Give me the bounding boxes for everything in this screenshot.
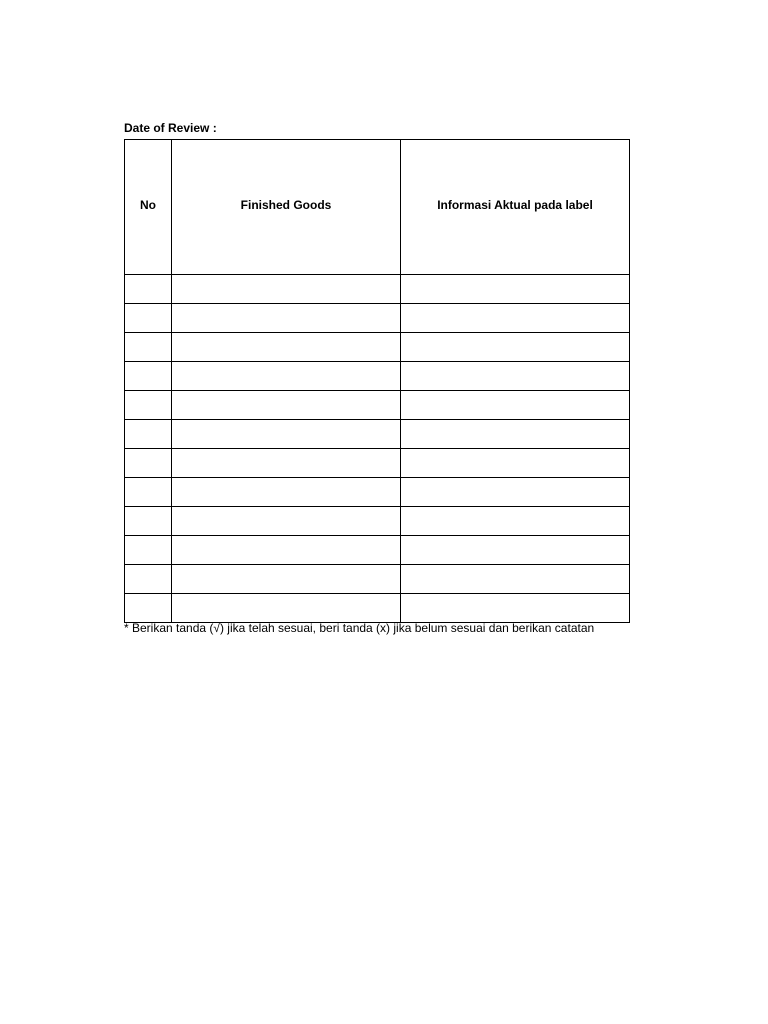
table-header-row <box>125 140 630 275</box>
table-row <box>125 391 630 420</box>
informasi-aktual-cell[interactable] <box>401 420 630 449</box>
informasi-aktual-cell[interactable] <box>401 565 630 594</box>
finished-goods-cell[interactable] <box>172 275 401 304</box>
informasi-aktual-cell[interactable] <box>401 304 630 333</box>
column-header-no: No <box>125 140 172 275</box>
no-cell[interactable] <box>125 449 172 478</box>
finished-goods-cell[interactable] <box>172 391 401 420</box>
informasi-aktual-cell[interactable] <box>401 391 630 420</box>
no-cell[interactable] <box>125 478 172 507</box>
finished-goods-cell[interactable] <box>172 507 401 536</box>
finished-goods-cell[interactable] <box>172 449 401 478</box>
table-row <box>125 304 630 333</box>
finished-goods-cell[interactable] <box>172 304 401 333</box>
column-header-informasi-aktual: Informasi Aktual pada label <box>401 140 630 275</box>
review-table <box>124 139 630 623</box>
no-cell[interactable] <box>125 536 172 565</box>
informasi-aktual-cell[interactable] <box>401 449 630 478</box>
informasi-aktual-cell[interactable] <box>401 536 630 565</box>
finished-goods-cell[interactable] <box>172 478 401 507</box>
no-cell[interactable] <box>125 362 172 391</box>
footnote: * Berikan tanda (√) jika telah sesuai, beri tanda (x) jika belum sesuai dan berikan catatan <box>124 621 595 635</box>
no-cell[interactable] <box>125 333 172 362</box>
table-row <box>125 333 630 362</box>
no-cell[interactable] <box>125 420 172 449</box>
finished-goods-cell[interactable] <box>172 333 401 362</box>
finished-goods-cell[interactable] <box>172 536 401 565</box>
informasi-aktual-cell[interactable] <box>401 333 630 362</box>
informasi-aktual-cell[interactable] <box>401 275 630 304</box>
no-cell[interactable] <box>125 275 172 304</box>
table-row <box>125 420 630 449</box>
informasi-aktual-cell[interactable] <box>401 507 630 536</box>
date-of-review-label: Date of Review : <box>124 121 217 135</box>
table-row <box>125 275 630 304</box>
finished-goods-cell[interactable] <box>172 420 401 449</box>
finished-goods-cell[interactable] <box>172 565 401 594</box>
table-row <box>125 478 630 507</box>
no-cell[interactable] <box>125 304 172 333</box>
table-row <box>125 565 630 594</box>
table-row <box>125 449 630 478</box>
table-row <box>125 362 630 391</box>
informasi-aktual-cell[interactable] <box>401 362 630 391</box>
finished-goods-cell[interactable] <box>172 594 401 623</box>
no-cell[interactable] <box>125 507 172 536</box>
no-cell[interactable] <box>125 391 172 420</box>
column-header-finished-goods: Finished Goods <box>172 140 401 275</box>
informasi-aktual-cell[interactable] <box>401 478 630 507</box>
table-row <box>125 507 630 536</box>
no-cell[interactable] <box>125 565 172 594</box>
informasi-aktual-cell[interactable] <box>401 594 630 623</box>
table-body <box>125 275 630 623</box>
table-row <box>125 594 630 623</box>
table-row <box>125 536 630 565</box>
finished-goods-cell[interactable] <box>172 362 401 391</box>
no-cell[interactable] <box>125 594 172 623</box>
